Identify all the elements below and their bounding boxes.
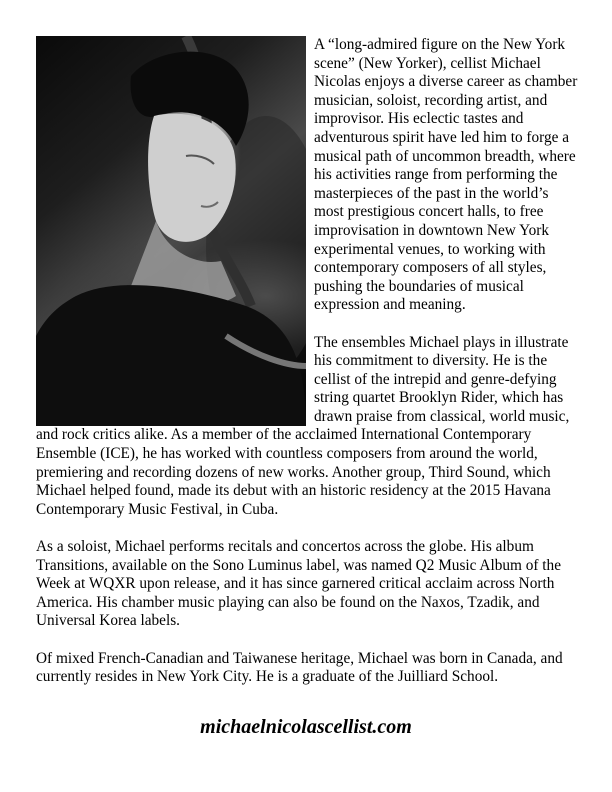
website-link[interactable]: michaelnicolascellist.com [200,716,412,738]
bio-paragraph-2: The ensembles Michael plays in illustrate his commitment to diversity. He is the cellist of the intrepid and genre-defying string quartet Brooklyn Rider, which has drawn praise from classical, world music, and rock critics alike. As a member of the acclaimed International Contemporary Ensemble (ICE), he has worked with countless composers from around the world, premiering and recording dozens of new works. Another group, Third Sound, which Michael helped found, made its debut with an historic residency at the 2015 Havana Contemporary Music Festival, in Cuba. [36,333,570,518]
bio-paragraph-4: Of mixed French-Canadian and Taiwanese heritage, Michael was born in Canada, and currently resides in New York City. He is a graduate of the Juilliard School. [36,649,563,686]
bio-paragraph-3: As a soloist, Michael performs recitals and concertos across the globe. His album Transitions, available on the Sono Luminus label, was named Q2 Music Album of the Week at WQXR upon release, and it has since garnered critical acclaim across North America. His chamber music playing can also be found on the Naxos, Tzadik, and Universal Korea labels. [36,538,561,630]
photo-spacer [36,36,314,426]
bio-text [36,36,580,705]
bio-paragraph-1: A “long-admired figure on the New York scene” (New Yorker), cellist Michael Nicolas enjoys a diverse career as chamber musician, soloist, recording artist, and improvisor. His eclectic tastes and adventurous spirit have led him to forge a musical path of uncommon breadth, where his activities range from performing the masterpieces of the past in the world’s most prestigious concert halls, to free improvisation in downtown New York experimental venues, to working with contemporary composers of all styles, pushing the boundaries of musical expression and meaning. [314,36,578,314]
